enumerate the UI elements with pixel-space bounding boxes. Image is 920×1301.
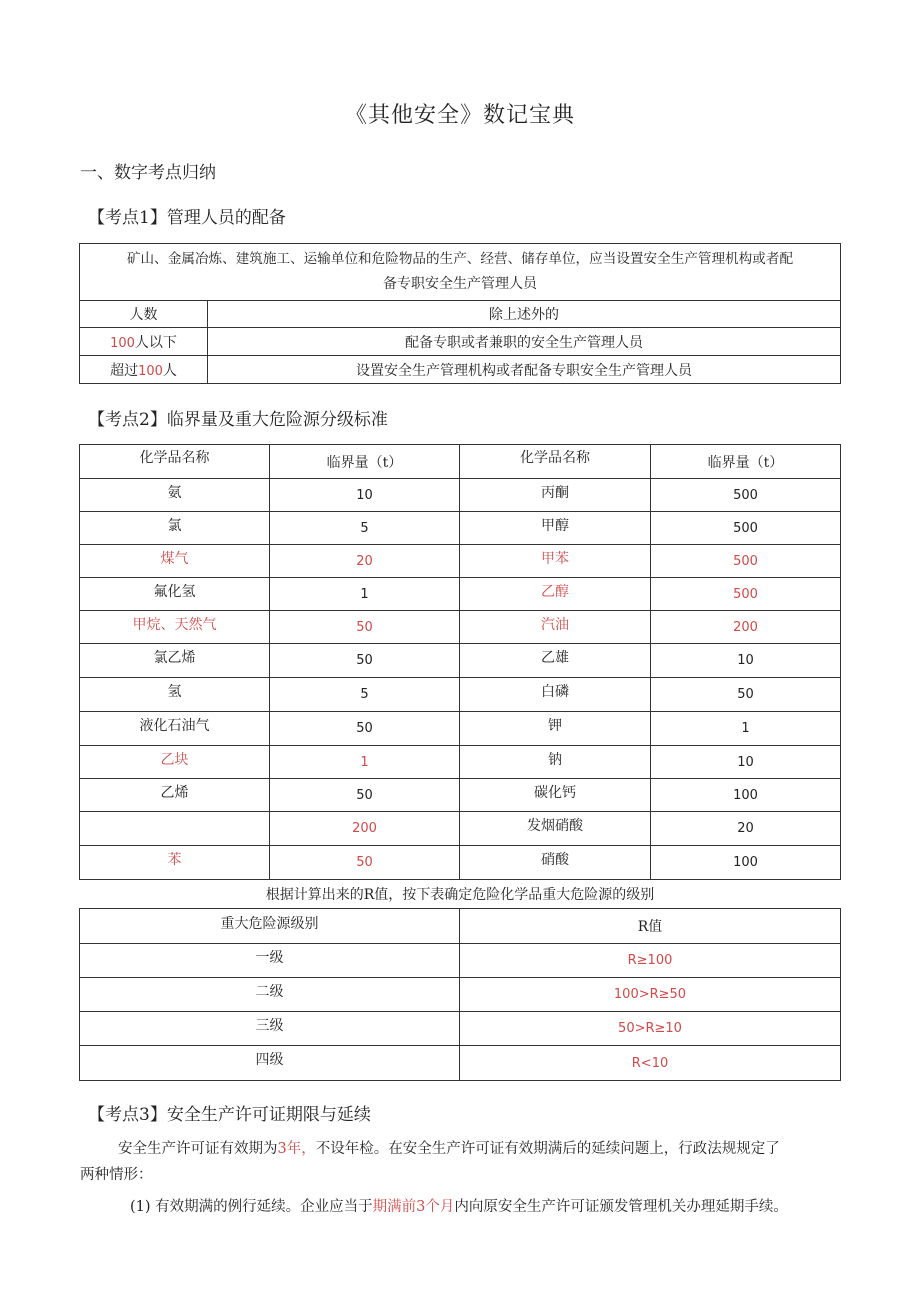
chemical-row — [80, 578, 841, 611]
header-r-value: R值 — [460, 909, 841, 944]
threshold-table — [79, 444, 841, 880]
staffing-intro-line2: 备专职安全生产管理人员 — [383, 276, 537, 292]
chemical-name: 钠 — [460, 746, 651, 779]
grade-level: 二级 — [80, 978, 460, 1012]
threshold-value: 50 — [270, 712, 460, 746]
paragraph-renewal — [130, 1194, 788, 1220]
threshold-value: 10 — [651, 746, 841, 779]
grade-r-value: R<10 — [460, 1046, 841, 1081]
highlight-renewal-deadline: 期满前3个月 — [372, 1199, 455, 1215]
chemical-name: 乙雄 — [460, 644, 651, 678]
paragraph-text: 内向原安全生产许可证颁发管理机关办理延期手续。 — [454, 1199, 788, 1215]
grade-table — [79, 908, 841, 1081]
chemical-name: 发烟硝酸 — [460, 812, 651, 846]
requirement-cell: 配备专职或者兼职的安全生产管理人员 — [208, 328, 841, 356]
chemical-name: 碳化钙 — [460, 779, 651, 812]
grade-level: 三级 — [80, 1012, 460, 1046]
threshold-value: 500 — [651, 512, 841, 545]
chemical-name: 甲醇 — [460, 512, 651, 545]
count-text: 人以下 — [134, 334, 177, 351]
threshold-value: 200 — [651, 611, 841, 644]
paragraph-validity-cont: 两种情形： — [80, 1167, 153, 1183]
chemical-row — [80, 746, 841, 779]
point3-heading: 【考点3】安全生产许可证期限与延续 — [88, 1105, 371, 1125]
staffing-intro-line1: 矿山、金属冶炼、建筑施工、运输单位和危险物品的生产、经营、储存单位，应当设置安全生产管理机构或者配 — [126, 251, 794, 267]
chemical-row — [80, 846, 841, 880]
threshold-value: 50 — [270, 644, 460, 678]
grade-caption: 根据计算出来的R值，按下表确定危险化学品重大危险源的级别 — [265, 887, 655, 903]
section-heading: 一、数字考点归纳 — [80, 163, 216, 183]
grade-r-value: 50>R≥10 — [460, 1012, 841, 1046]
grade-level: 一级 — [80, 944, 460, 978]
threshold-value: 20 — [651, 812, 841, 846]
header-chemical-name: 化学品名称 — [460, 445, 651, 479]
chemical-name: 甲苯 — [460, 545, 651, 578]
header-count: 人数 — [80, 301, 208, 328]
point1-heading: 【考点1】管理人员的配备 — [88, 208, 286, 228]
chemical-row — [80, 512, 841, 545]
chemical-name: 丙酮 — [460, 479, 651, 512]
count-text: 人 — [162, 362, 177, 379]
chemical-name: 氨 — [80, 479, 270, 512]
chemical-name: 乙块 — [80, 746, 270, 779]
count-cell — [80, 356, 208, 384]
chemical-name: 乙醇 — [460, 578, 651, 611]
page-title: 《其他安全》数记宝典 — [344, 103, 575, 128]
threshold-value: 200 — [270, 812, 460, 846]
threshold-value: 20 — [270, 545, 460, 578]
threshold-value: 50 — [270, 779, 460, 812]
threshold-value: 5 — [270, 512, 460, 545]
count-prefix: 超过 — [110, 362, 139, 379]
threshold-value: 50 — [270, 846, 460, 880]
chemical-row — [80, 644, 841, 678]
threshold-value: 1 — [270, 746, 460, 779]
count-cell — [80, 328, 208, 356]
header-grade: 重大危险源级别 — [80, 909, 460, 944]
threshold-value: 1 — [651, 712, 841, 746]
threshold-value: 10 — [651, 644, 841, 678]
threshold-value: 5 — [270, 678, 460, 712]
chemical-row — [80, 479, 841, 512]
header-threshold: 临界量（t） — [651, 445, 841, 479]
chemical-name: 白磷 — [460, 678, 651, 712]
threshold-value: 500 — [651, 545, 841, 578]
chemical-name: 氯乙烯 — [80, 644, 270, 678]
chemical-name: 氢 — [80, 678, 270, 712]
threshold-value: 500 — [651, 578, 841, 611]
chemical-name: 氯 — [80, 512, 270, 545]
header-threshold: 临界量（t） — [270, 445, 460, 479]
chemical-name: 钾 — [460, 712, 651, 746]
chemical-name: 煤气 — [80, 545, 270, 578]
threshold-value: 500 — [651, 479, 841, 512]
threshold-value: 10 — [270, 479, 460, 512]
chemical-row — [80, 545, 841, 578]
grade-r-value: 100>R≥50 — [460, 978, 841, 1012]
requirement-cell: 设置安全生产管理机构或者配备专职安全生产管理人员 — [208, 356, 841, 384]
header-chemical-name: 化学品名称 — [80, 445, 270, 479]
chemical-name: 甲烷、天然气 — [80, 611, 270, 644]
chemical-name: 乙烯 — [80, 779, 270, 812]
header-requirement: 除上述外的 — [208, 301, 841, 328]
chemical-name: 液化石油气 — [80, 712, 270, 746]
paragraph-text: (1) 有效期满的例行延续。企业应当于 — [130, 1199, 373, 1215]
point2-heading: 【考点2】临界量及重大危险源分级标准 — [88, 410, 388, 430]
paragraph-validity — [118, 1136, 780, 1162]
chemical-row — [80, 611, 841, 644]
grade-level: 四级 — [80, 1046, 460, 1081]
count-number: 100 — [138, 363, 163, 379]
threshold-value: 50 — [270, 611, 460, 644]
grade-r-value: R≥100 — [460, 944, 841, 978]
staffing-table — [79, 243, 841, 384]
chemical-row — [80, 678, 841, 712]
chemical-name: 苯 — [80, 846, 270, 880]
threshold-value: 100 — [651, 779, 841, 812]
highlight-validity-period: 3年， — [277, 1141, 316, 1157]
threshold-value: 1 — [270, 578, 460, 611]
chemical-name: 氟化氢 — [80, 578, 270, 611]
paragraph-text: 安全生产许可证有效期为 — [118, 1141, 278, 1157]
threshold-value: 50 — [651, 678, 841, 712]
threshold-value: 100 — [651, 846, 841, 880]
staffing-intro — [80, 244, 841, 301]
chemical-row — [80, 712, 841, 746]
count-number: 100 — [110, 335, 135, 351]
paragraph-text: 不设年检。在安全生产许可证有效期满后的延续问题上，行政法规规定了 — [315, 1141, 780, 1157]
chemical-row — [80, 779, 841, 812]
chemical-name — [80, 812, 270, 846]
chemical-name: 硝酸 — [460, 846, 651, 880]
chemical-name: 汽油 — [460, 611, 651, 644]
chemical-row — [80, 812, 841, 846]
